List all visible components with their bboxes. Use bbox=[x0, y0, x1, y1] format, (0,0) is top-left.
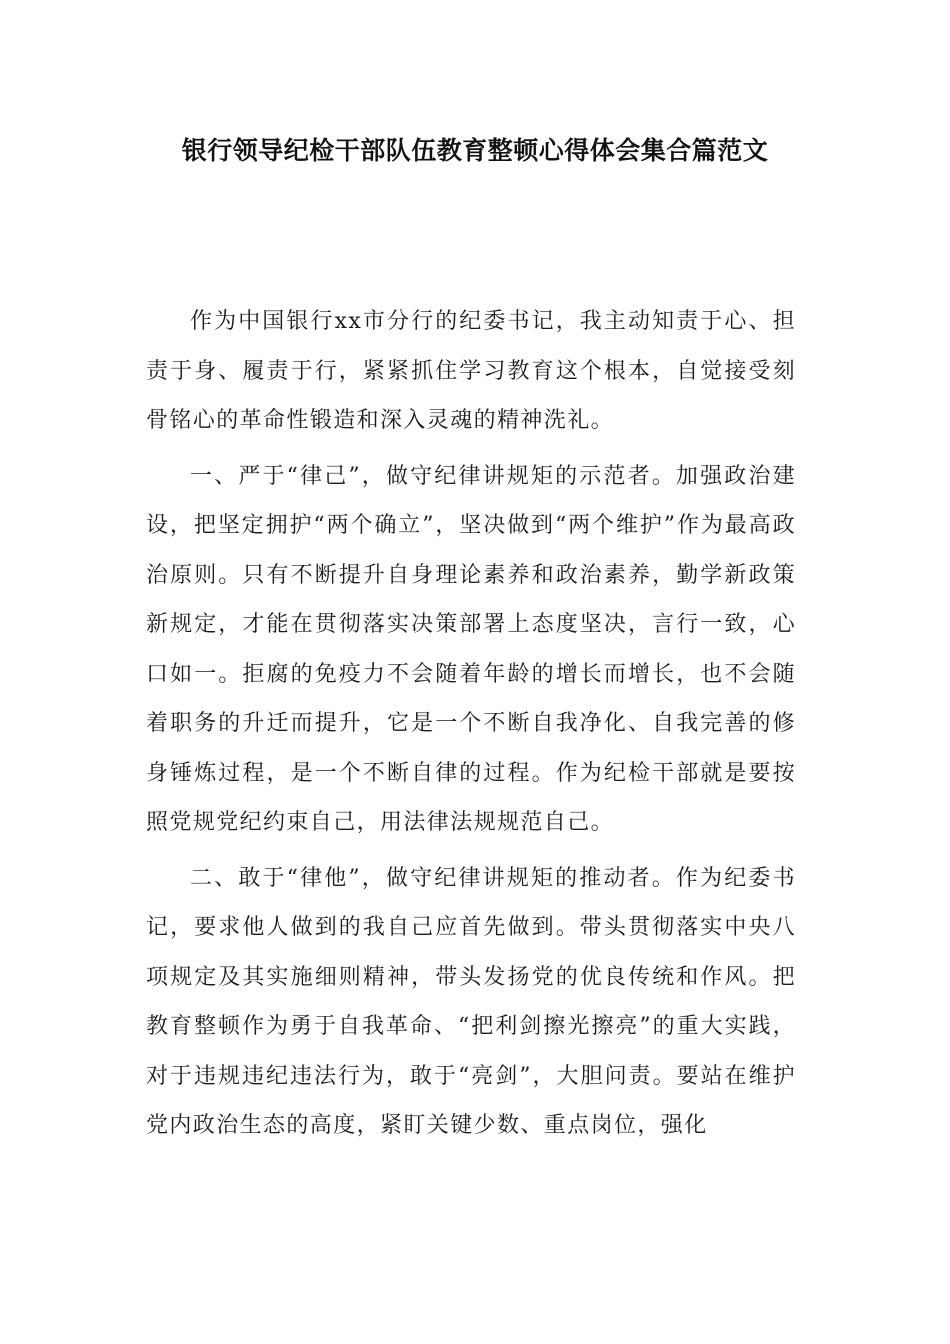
document-title: 银行领导纪检干部队伍教育整顿心得体会集合篇范文 bbox=[181, 136, 769, 165]
document-body bbox=[146, 297, 796, 1151]
paragraph-intro: 作为中国银行xx市分行的纪委书记，我主动知责于心、担责于身、履责于行，紧紧抓住学习教育这个根本，自觉接受刻骨铭心的革命性锻造和深入灵魂的精神洗礼。 bbox=[146, 309, 796, 433]
paragraph-section-one: 一、严于“律己”，做守纪律讲规矩的示范者。加强政治建设，把坚定拥护“两个确立”，坚决做到“两个维护”作为最高政治原则。只有不断提升自身理论素养和政治素养，勤学新政策新规定，才能在贯彻落实决策部署上态度坚决，言行一致，心口如一。拒腐的免疫力不会随着年龄的增长而增长，也不会随着职务的升迁而提升，它是一个不断自我净化、自我完善的修身锤炼过程，是一个不断自律的过程。作为纪检干部就是要按照党规党纪约束自己，用法律法规规范自己。 bbox=[146, 463, 796, 835]
paragraph-section-two: 二、敢于“律他”，做守纪律讲规矩的推动者。作为纪委书记，要求他人做到的我自己应首先做到。带头贯彻落实中央八项规定及其实施细则精神，带头发扬党的优良传统和作风。把教育整顿作为勇于自我革命、“把利剑擦光擦亮”的重大实践，对于违规违纪违法行为，敢于“亮剑”，大胆问责。要站在维护党内政治生态的高度，紧盯关键少数、重点岗位，强化 bbox=[146, 865, 796, 1138]
